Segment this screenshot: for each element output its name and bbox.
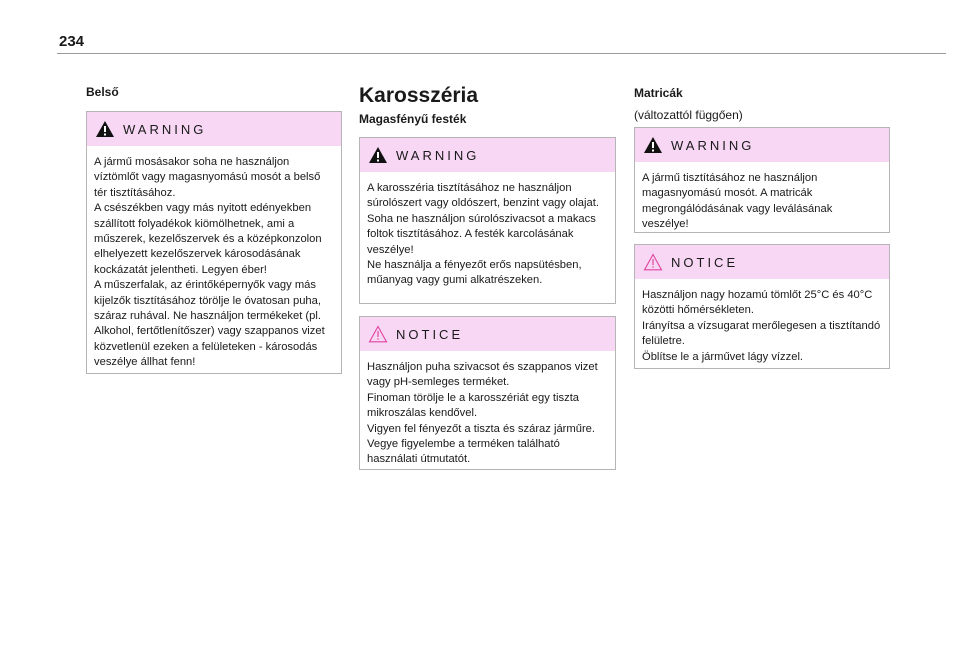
warning-box-header [360, 138, 615, 172]
page-number: 234 [59, 33, 85, 50]
notice-box-bodywork [359, 316, 616, 470]
notice-text: Használjon nagy hozamú tömlőt 25°C és 40°C közötti hőmérsékleten. Irányítsa a vízsugarat merőlegesen a tisztítandó felületre. Öblítse le a járművet lágy vízzel. [642, 289, 881, 363]
warning-text: A jármű tisztításához ne használjon magasnyomású mosót. A matricák megrongálódásának vagy leválásának veszélye! [642, 172, 833, 231]
warning-box-bodywork [359, 137, 616, 304]
warning-box-header [635, 128, 889, 162]
notice-box-header [360, 317, 615, 351]
section-heading-bodywork: Karosszéria [359, 84, 479, 107]
warning-text: A jármű mosásakor soha ne használjon víztömlőt vagy magasnyomású mosót a belső tér tisztításához. A csészékben vagy más nyitott edényekben szállított folyadékok kiömölhetnek, ami a műszerek, kezelőszervek és a középkonzolon elhelyezett kezelőszervek károsodásának kockázatát jelentheti. Legyen éber! A műszerfalak, az érintőképernyők vagy más kijelzők tisztításához törölje le óvatosan puha, száraz ruhával. Ne használjon termékeket (pl. Alkohol, fertőtlenítőszer) vagy szappanos vizet közvetlenül ezeken a felületeken - károsodás veszélye állhat fenn! [94, 156, 325, 369]
notice-title: NOTICE [671, 254, 739, 270]
warning-triangle-icon [368, 146, 388, 164]
top-rule [57, 53, 946, 54]
warning-title: WARNING [396, 147, 480, 163]
notice-box-stickers [634, 244, 890, 369]
notice-triangle-icon [643, 253, 663, 271]
notice-text: Használjon puha szivacsot és szappanos vizet vagy pH-semleges terméket. Finoman törölje le a karosszériát egy tiszta mikroszálas kendővel. Vigyen fel fényezőt a tiszta és száraz járműre. Vegye figyelembe a terméken található használati útmutatót. [367, 361, 598, 466]
variant-note: (változattól függően) [634, 108, 743, 122]
warning-text: A karosszéria tisztításához ne használjon súrolószert vagy oldószert, benzint vagy olajat. Soha ne használjon súrolószivacsot a makacs foltok tisztításához. A festék karcolásának veszélye! Ne használja a fényezőt erős napsütésben, műanyag vagy gumi alkatrészeken. [367, 182, 599, 287]
notice-title: NOTICE [396, 326, 464, 342]
warning-box-interior [86, 111, 342, 374]
section-heading-stickers: Matricák [634, 86, 683, 100]
warning-triangle-icon [95, 120, 115, 138]
warning-title: WARNING [123, 121, 207, 137]
warning-box-stickers [634, 127, 890, 233]
subheading-gloss-paint: Magasfényű festék [359, 112, 467, 126]
section-heading-interior: Belső [86, 85, 119, 99]
notice-triangle-icon [368, 325, 388, 343]
warning-title: WARNING [671, 137, 755, 153]
notice-box-header [635, 245, 889, 279]
warning-triangle-icon [643, 136, 663, 154]
warning-box-header [87, 112, 341, 146]
